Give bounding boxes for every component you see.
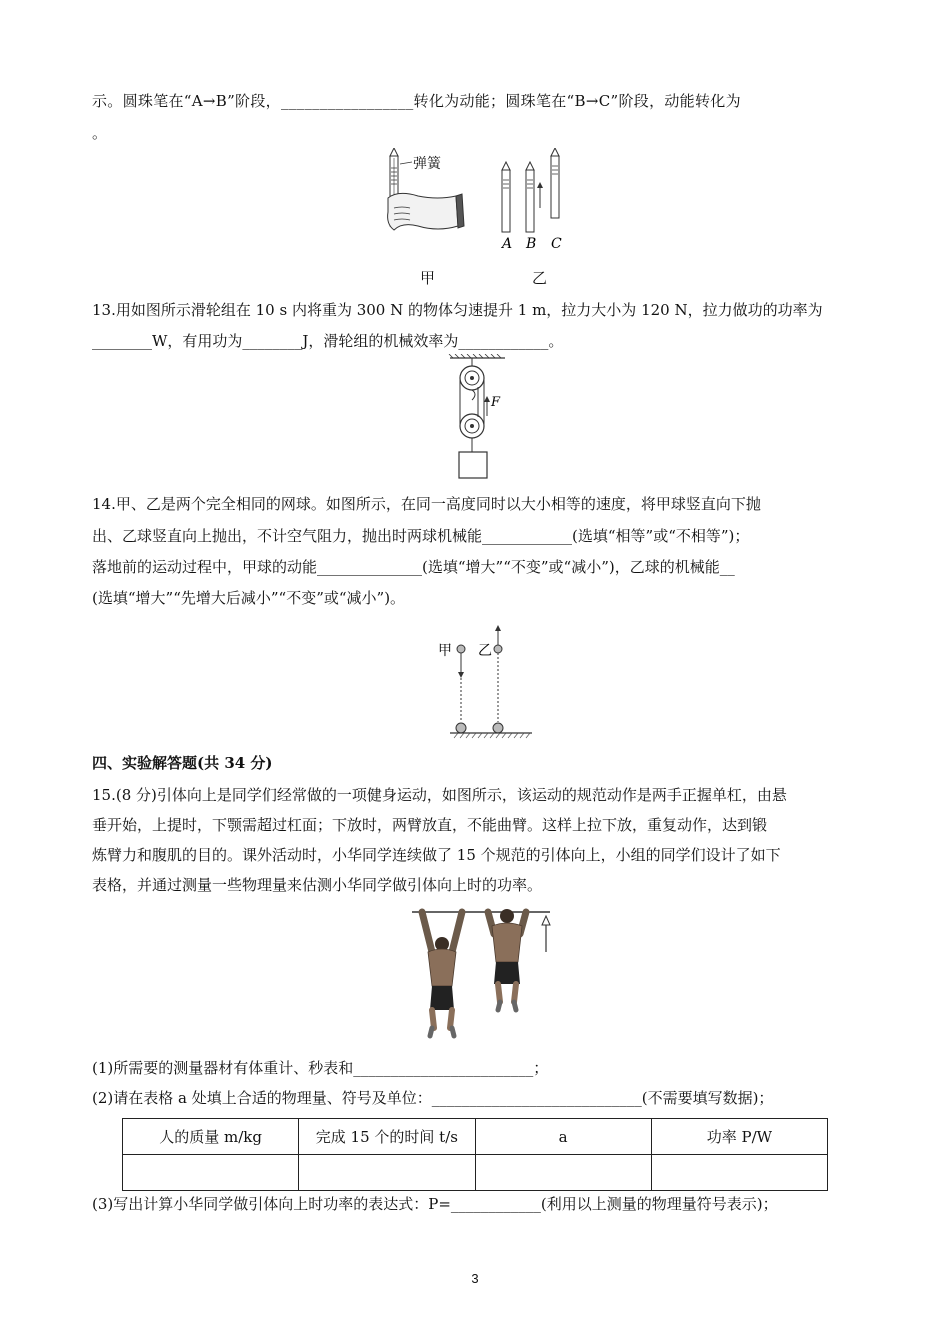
q15-sub-2: (2)请在表格 a 处填上合适的物理量、符号及单位：____________________________(不需要填写数据)； xyxy=(92,1089,774,1107)
pen-label-c: C xyxy=(551,236,562,252)
table-row xyxy=(123,1155,828,1191)
table-header-row xyxy=(123,1119,828,1155)
q14-line-1: 14.甲、乙是两个完全相同的网球。如图所示，在同一高度同时以大小相等的速度，将甲球竖直向下抛 xyxy=(92,495,761,513)
page-number: 3 xyxy=(471,1271,479,1286)
ball-label-jia: 甲 xyxy=(438,643,452,659)
q12-line-1: 示。圆珠笔在“A→B”阶段，_________________转化为动能；圆珠笔在“B→C”阶段，动能转化为 xyxy=(92,92,741,110)
q15-line-4: 表格，并通过测量一些物理量来估测小华同学做引体向上时的功率。 xyxy=(92,876,543,894)
q14-line-4: (选填“增大”“先增大后减小”“不变”或“减小”)。 xyxy=(92,589,406,607)
table-cell[interactable] xyxy=(299,1155,475,1191)
table-cell[interactable] xyxy=(123,1155,299,1191)
spring-label: 弹簧 xyxy=(413,156,441,172)
q13-line-2: ________W，有用功为________J，滑轮组的机械效率为____________。 xyxy=(92,332,564,350)
pull-up-figure xyxy=(410,906,555,1046)
pens-abc-figure xyxy=(495,148,575,253)
q15-sub-1: (1)所需要的测量器材有体重计、秒表和________________________； xyxy=(92,1059,549,1077)
table-header-cell: 人的质量 m/kg xyxy=(123,1119,299,1155)
q14-line-2: 出、乙球竖直向上抛出，不计空气阻力，抛出时两球机械能____________(选填“相等”或“不相等”)； xyxy=(92,527,750,545)
q15-line-1: 15.(8 分)引体向上是同学们经常做的一项健身运动，如图所示，该运动的规范动作是两手正握单杠，由悬 xyxy=(92,786,787,804)
figure-caption-yi: 乙 xyxy=(532,269,548,287)
table-cell[interactable] xyxy=(651,1155,827,1191)
measurement-table xyxy=(122,1118,828,1191)
pen-spring-figure xyxy=(380,148,470,243)
q14-line-3: 落地前的运动过程中，甲球的动能______________(选填“增大”“不变”或“减小”)，乙球的机械能__ xyxy=(92,558,735,576)
q15-line-2: 垂开始，上提时，下颚需超过杠面；下放时，两臂放直，不能曲臂。这样上拉下放，重复动作，达到锻 xyxy=(92,816,768,834)
figure-caption-jia: 甲 xyxy=(420,269,436,287)
q13-line-1: 13.用如图所示滑轮组在 10 s 内将重为 300 N 的物体匀速提升 1 m，拉力大小为 120 N，拉力做功的功率为 xyxy=(92,301,823,319)
table-header-cell: 功率 P/W xyxy=(651,1119,827,1155)
pulley-figure xyxy=(445,354,515,484)
table-header-cell: a xyxy=(475,1119,651,1155)
section-heading: 四、实验解答题(共 34 分) xyxy=(92,754,273,772)
q15-line-3: 炼臂力和腹肌的目的。课外活动时，小华同学连续做了 15 个规范的引体向上，小组的同学们设计了如下 xyxy=(92,846,781,864)
q15-sub-3: (3)写出计算小华同学做引体向上时功率的表达式：P=____________(利用以上测量的物理量符号表示)； xyxy=(92,1195,778,1213)
force-label: F xyxy=(491,395,501,410)
tennis-balls-figure xyxy=(436,622,536,740)
pen-label-a: A xyxy=(502,236,513,252)
ball-label-yi: 乙 xyxy=(478,643,492,659)
table-header-cell: 完成 15 个的时间 t/s xyxy=(299,1119,475,1155)
pen-label-b: B xyxy=(526,236,537,252)
table-cell[interactable] xyxy=(475,1155,651,1191)
q12-line-2: 。 xyxy=(92,124,108,142)
